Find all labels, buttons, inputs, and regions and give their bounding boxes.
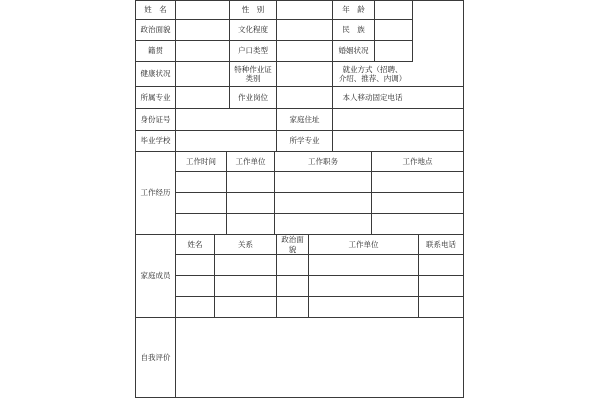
work-row-1-cell-4[interactable] [372,172,463,192]
work-header-3: 工作职务 [308,156,338,166]
hukou-type-label: 户口类型 [238,46,268,56]
graduate-school-label: 毕业学校 [140,136,171,146]
self-evaluation-label: 自我评价 [140,352,171,362]
family-row-1-cell-5[interactable] [419,255,463,275]
work-row-1-cell-1[interactable] [176,172,226,192]
work-row-2-cell-4[interactable] [372,193,463,213]
mobile-phone-field[interactable] [413,87,463,108]
education-label: 文化程度 [238,25,268,35]
photo-area[interactable] [413,1,463,86]
name-field[interactable] [176,1,229,19]
work-row-1-cell-3[interactable] [275,172,371,192]
work-row-1-cell-2[interactable] [227,172,274,192]
work-row-3-cell-2[interactable] [227,214,274,234]
age-label: 年 龄 [342,5,365,15]
self-evaluation-field[interactable] [176,318,463,397]
major-label: 所属专业 [140,92,171,102]
mobile-phone-label: 本人移动固定电话 [342,92,403,102]
employment-method-label: 就业方式（招聘、 介绍、推荐、内调） [338,64,407,83]
name-label: 姓 名 [144,5,167,15]
work-header-1: 工作时间 [186,156,216,166]
family-header-2: 关系 [238,239,253,249]
graduate-school-field[interactable] [176,131,276,151]
education-field[interactable] [277,20,332,40]
id-number-field[interactable] [176,109,276,130]
family-row-2-cell-5[interactable] [419,276,463,296]
family-row-3-cell-5[interactable] [419,297,463,317]
gender-label: 性 别 [241,5,265,15]
family-row-1-cell-3[interactable] [277,255,308,275]
family-row-2-cell-3[interactable] [277,276,308,296]
health-field[interactable] [176,62,229,86]
native-place-field[interactable] [176,41,229,61]
table-grid-line [463,0,464,398]
major-field[interactable] [176,87,229,108]
family-header-3: 政治面貌 [281,235,304,254]
family-row-2-cell-1[interactable] [176,276,214,296]
work-row-2-cell-2[interactable] [227,193,274,213]
family-row-1-cell-2[interactable] [215,255,276,275]
family-row-3-cell-3[interactable] [277,297,308,317]
home-address-label: 家庭住址 [289,114,320,124]
family-row-1-cell-4[interactable] [309,255,418,275]
health-label: 健康状况 [140,69,171,79]
work-row-3-cell-1[interactable] [176,214,226,234]
marital-status-field[interactable] [375,41,412,61]
home-address-field[interactable] [333,109,463,130]
ethnicity-label: 民 族 [342,25,365,35]
id-number-label: 身份证号 [140,114,171,124]
post-field[interactable] [277,87,332,108]
work-row-2-cell-1[interactable] [176,193,226,213]
work-header-2: 工作单位 [235,156,266,166]
family-header-5: 联系电话 [426,239,456,249]
work-row-2-cell-3[interactable] [275,193,371,213]
ethnicity-field[interactable] [375,20,412,40]
family-row-3-cell-1[interactable] [176,297,214,317]
family-row-3-cell-2[interactable] [215,297,276,317]
native-place-label: 籍贯 [148,46,163,56]
gender-field[interactable] [277,1,332,19]
work-row-3-cell-4[interactable] [372,214,463,234]
studied-major-field[interactable] [333,131,463,151]
hukou-type-field[interactable] [277,41,332,61]
table-grid-line [135,397,464,398]
marital-status-label: 婚姻状况 [338,46,369,56]
political-status-field[interactable] [176,20,229,40]
work-experience-label: 工作经历 [140,188,171,198]
family-header-4: 工作单位 [348,239,379,249]
work-row-3-cell-3[interactable] [275,214,371,234]
family-row-2-cell-4[interactable] [309,276,418,296]
family-header-1: 姓名 [187,239,203,249]
age-field[interactable] [375,1,412,19]
post-label: 作业岗位 [238,92,268,102]
studied-major-label: 所学专业 [289,136,320,146]
work-header-4: 工作地点 [402,156,433,166]
special-cert-field[interactable] [277,62,332,86]
family-row-2-cell-2[interactable] [215,276,276,296]
political-status-label: 政治面貌 [140,25,171,35]
family-row-1-cell-1[interactable] [176,255,214,275]
family-members-label: 家庭成员 [140,271,171,281]
family-row-3-cell-4[interactable] [309,297,418,317]
special-cert-label: 特种作业证 类别 [234,64,272,83]
